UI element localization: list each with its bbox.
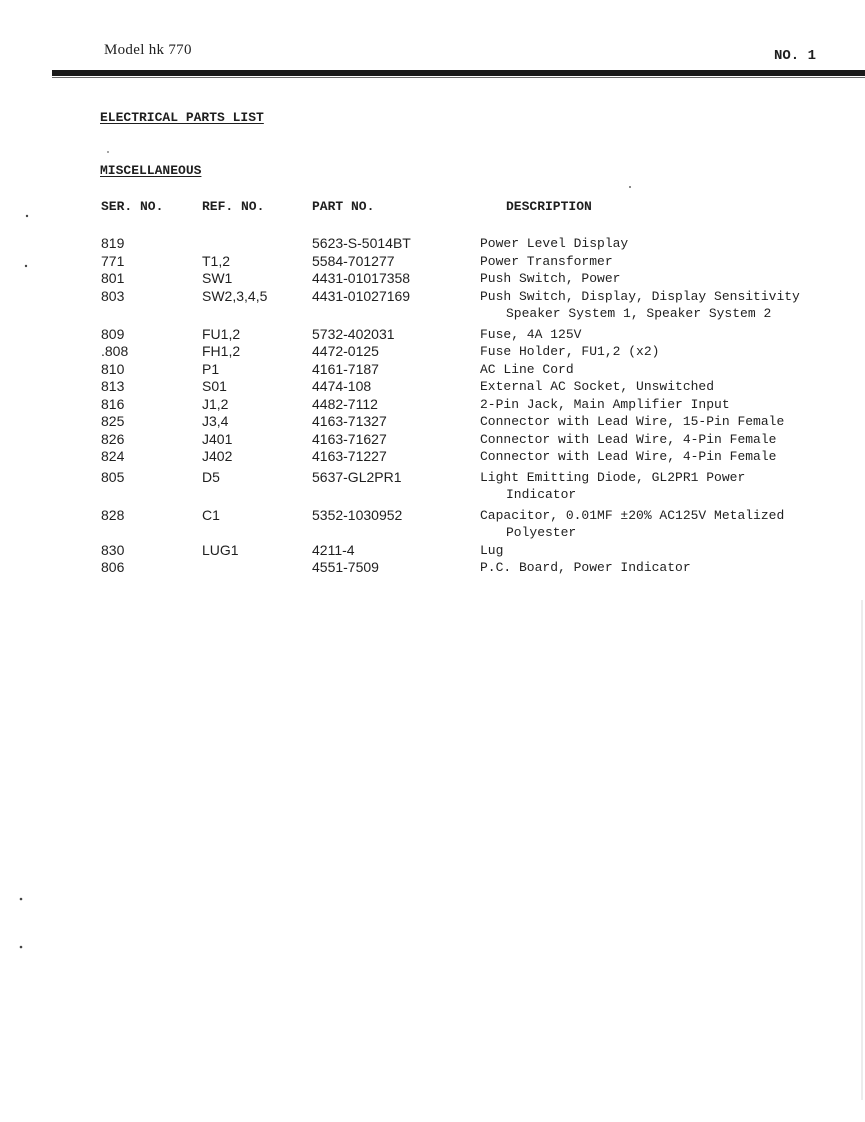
part-row xyxy=(0,288,865,306)
ref-no: P1 xyxy=(202,360,220,377)
ser-no: .808 xyxy=(101,343,129,359)
description: Connector with Lead Wire, 4-Pin Female xyxy=(480,431,777,447)
part-row xyxy=(0,469,865,487)
ref-no: FH1,2 xyxy=(202,343,241,359)
section-title: ELECTRICAL PARTS LIST xyxy=(100,110,264,125)
part-row xyxy=(0,507,865,525)
ser-no: 809 xyxy=(101,325,125,342)
description: Power Level Display xyxy=(480,236,629,251)
description: Power Transformer xyxy=(480,253,613,269)
description: Lug xyxy=(480,542,504,558)
part-no: 4211-4 xyxy=(312,541,355,558)
part-row xyxy=(0,326,865,344)
description: Capacitor, 0.01MF ±20% AC125V Metalized xyxy=(480,507,785,523)
ref-no: J3,4 xyxy=(202,413,229,429)
description: External AC Socket, Unswitched xyxy=(480,379,715,394)
part-no: 5584-701277 xyxy=(312,252,395,269)
part-no: 4431-01017358 xyxy=(312,270,411,286)
part-row xyxy=(0,361,865,379)
part-row xyxy=(0,253,865,271)
ser-no: 826 xyxy=(101,430,125,447)
description: Fuse Holder, FU1,2 (x2) xyxy=(480,344,660,359)
ser-no: 830 xyxy=(101,541,125,558)
ser-no: 825 xyxy=(101,413,125,429)
ref-no: C1 xyxy=(202,506,220,523)
ref-no: LUG1 xyxy=(202,541,239,558)
description: Push Switch, Display, Display Sensitivity xyxy=(480,288,800,304)
col-header-ref-no: REF. NO. xyxy=(202,199,265,214)
part-no: 4163-71227 xyxy=(312,448,387,464)
col-header-part-no: PART NO. xyxy=(312,199,375,214)
page-number: NO. 1 xyxy=(774,48,817,64)
part-row-continuation xyxy=(0,486,865,504)
part-row xyxy=(0,378,865,396)
description: 2-Pin Jack, Main Amplifier Input xyxy=(480,396,730,412)
col-header-description: DESCRIPTION xyxy=(506,199,592,214)
ser-no: 806 xyxy=(101,559,125,575)
ser-no: 805 xyxy=(101,468,125,485)
part-no: 4551-7509 xyxy=(312,559,379,575)
description-continued: Speaker System 1, Speaker System 2 xyxy=(506,306,772,321)
ref-no: T1,2 xyxy=(202,252,231,269)
part-row xyxy=(0,396,865,414)
part-row xyxy=(0,343,865,361)
ser-no: 810 xyxy=(101,360,125,377)
description: Connector with Lead Wire, 15-Pin Female xyxy=(480,414,785,429)
part-row xyxy=(0,431,865,449)
description: AC Line Cord xyxy=(480,361,574,377)
model-title: Model hk 770 xyxy=(104,42,192,58)
part-no: 5637-GL2PR1 xyxy=(312,468,402,485)
ref-no: D5 xyxy=(202,468,220,485)
part-row-continuation xyxy=(0,305,865,323)
header-rule xyxy=(52,70,865,76)
ref-no: J402 xyxy=(202,448,233,464)
description: Fuse, 4A 125V xyxy=(480,326,582,342)
ser-no: 816 xyxy=(101,395,125,412)
ser-no: 824 xyxy=(101,448,125,464)
description: P.C. Board, Power Indicator xyxy=(480,560,691,575)
part-row xyxy=(0,413,865,431)
part-row xyxy=(0,235,865,253)
col-header-ser-no: SER. NO. xyxy=(101,199,164,214)
part-row xyxy=(0,542,865,560)
part-no: 4163-71327 xyxy=(312,413,387,429)
part-no: 4161-7187 xyxy=(312,360,379,377)
ser-no: 801 xyxy=(101,270,125,286)
part-no: 5732-402031 xyxy=(312,325,395,342)
description: Push Switch, Power xyxy=(480,271,621,286)
part-row-continuation xyxy=(0,524,865,542)
part-no: 5623-S-5014BT xyxy=(312,235,411,251)
description-continued: Indicator xyxy=(506,487,577,502)
ref-no: J401 xyxy=(202,430,233,447)
description: Light Emitting Diode, GL2PR1 Power xyxy=(480,469,746,485)
ser-no: 828 xyxy=(101,506,125,523)
ref-no: S01 xyxy=(202,378,227,394)
part-no: 4431-01027169 xyxy=(312,287,411,304)
ref-no: J1,2 xyxy=(202,395,229,412)
part-no: 4482-7112 xyxy=(312,395,378,412)
ref-no: SW1 xyxy=(202,270,233,286)
part-row xyxy=(0,270,865,288)
section-subtitle: MISCELLANEOUS xyxy=(100,163,202,178)
ser-no: 813 xyxy=(101,378,125,394)
part-row xyxy=(0,559,865,577)
description: Connector with Lead Wire, 4-Pin Female xyxy=(480,449,777,464)
description-continued: Polyester xyxy=(506,525,577,540)
ref-no: FU1,2 xyxy=(202,325,241,342)
part-no: 4472-0125 xyxy=(312,343,379,359)
parts-table xyxy=(0,235,865,577)
ref-no: SW2,3,4,5 xyxy=(202,287,268,304)
ser-no: 803 xyxy=(101,287,125,304)
ser-no: 771 xyxy=(101,252,125,269)
part-row xyxy=(0,448,865,466)
header-rule-thin xyxy=(52,77,865,78)
part-no: 4474-108 xyxy=(312,378,372,394)
part-no: 4163-71627 xyxy=(312,430,387,447)
part-no: 5352-1030952 xyxy=(312,506,403,523)
ser-no: 819 xyxy=(101,235,125,251)
